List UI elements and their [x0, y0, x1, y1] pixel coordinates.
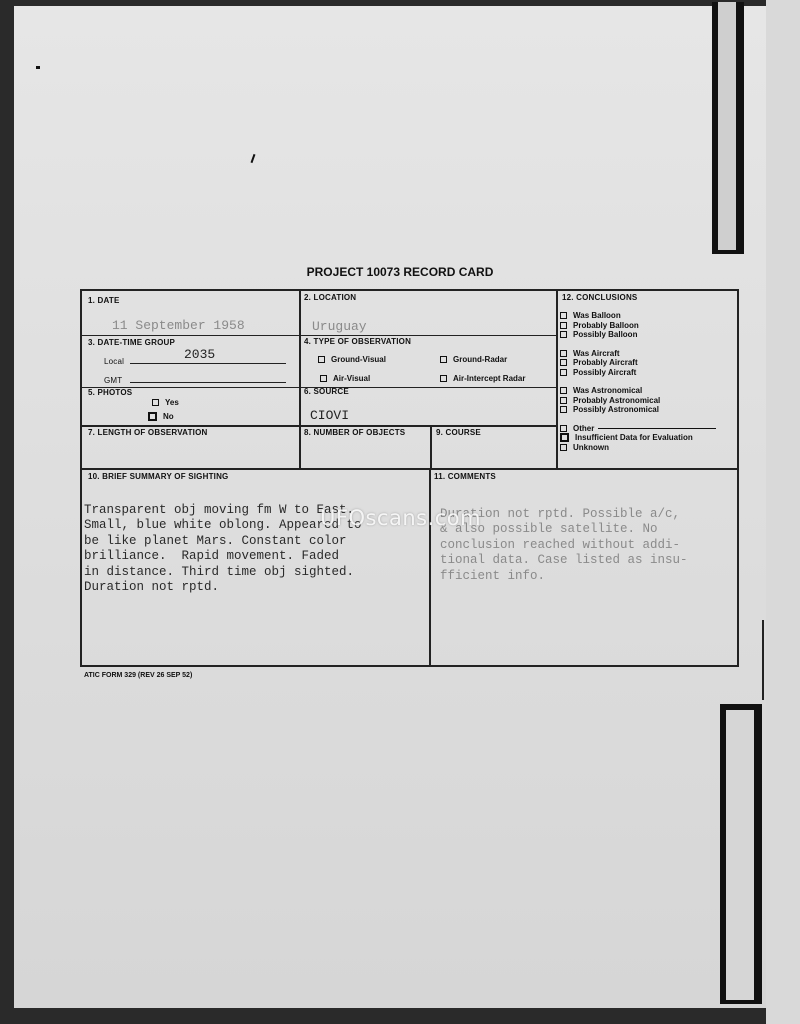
- photos-yes-label: Yes: [165, 398, 179, 407]
- conclusion-label: Possibly Aircraft: [573, 367, 637, 377]
- binder-tab-bottom: [720, 704, 762, 1004]
- divider: [82, 335, 556, 336]
- dtg-local-value: 2035: [184, 347, 216, 362]
- checkbox: [560, 425, 567, 432]
- spacer: [560, 340, 716, 349]
- course-label: 9. COURSE: [436, 428, 481, 437]
- comments-label: 11. COMMENTS: [434, 472, 496, 481]
- binder-tab-bottom-inner: [726, 710, 754, 1000]
- location-label: 2. LOCATION: [304, 293, 357, 302]
- comments-line: tional data. Case listed as insu-: [440, 553, 688, 567]
- checkbox: [560, 359, 567, 366]
- conclusion-other: [560, 424, 716, 434]
- spacer: [560, 415, 716, 424]
- conclusion-label: Possibly Astronomical: [573, 405, 659, 415]
- checkbox: [440, 356, 447, 363]
- photos-no-label: No: [163, 412, 174, 421]
- card-title: PROJECT 10073 RECORD CARD: [306, 265, 494, 279]
- scan-edge: [766, 0, 800, 1024]
- conclusions-list: [560, 311, 716, 452]
- conclusion-probably-aircraft: [560, 358, 716, 368]
- conclusion-label: Other: [573, 423, 595, 433]
- date-value: 11 September 1958: [112, 318, 245, 333]
- conclusion-probably-balloon: [560, 321, 716, 331]
- binder-tab-top: [712, 2, 744, 254]
- other-underline: [598, 428, 716, 429]
- photos-no: [148, 412, 174, 421]
- conclusion-was-balloon: [560, 311, 716, 321]
- conclusion-label: Probably Balloon: [573, 320, 639, 330]
- summary-line: in distance. Third time obj sighted.: [84, 564, 355, 579]
- checkbox: [560, 387, 567, 394]
- conclusion-label: Was Balloon: [573, 311, 621, 321]
- conclusion-unknown: [560, 443, 716, 453]
- checkbox: [560, 444, 567, 451]
- summary-line: brilliance. Rapid movement. Faded: [84, 549, 340, 563]
- checkbox-checked: [560, 433, 569, 442]
- conclusion-was-aircraft: [560, 349, 716, 359]
- divider: [556, 291, 558, 469]
- watermark: UFOscans.com: [320, 506, 482, 530]
- checkbox: [560, 322, 567, 329]
- scan-mark: [762, 620, 764, 700]
- conclusion-label: Probably Aircraft: [573, 358, 638, 368]
- number-label: 8. NUMBER OF OBJECTS: [304, 428, 406, 437]
- summary-line: be like planet Mars. Constant color: [84, 533, 347, 548]
- source-value: CIOVI: [310, 408, 350, 423]
- spacer: [560, 377, 716, 386]
- conclusion-was-astronomical: [560, 386, 716, 396]
- dtg-local-underline: [130, 363, 286, 364]
- comments-line: fficient info.: [440, 568, 546, 583]
- checkbox: [560, 397, 567, 404]
- type-option-label: Air-Visual: [333, 374, 371, 383]
- divider: [429, 469, 431, 667]
- checkbox-checked: [318, 356, 325, 363]
- type-option-air-intercept: [440, 374, 525, 383]
- summary-line: Small, blue white oblong. Appeared to: [84, 518, 362, 532]
- checkbox: [320, 375, 327, 382]
- conclusion-label: Was Aircraft: [573, 348, 620, 358]
- summary-label: 10. BRIEF SUMMARY OF SIGHTING: [88, 472, 229, 481]
- source-label: 6. SOURCE: [304, 387, 349, 396]
- form-number: ATIC FORM 329 (REV 26 SEP 52): [84, 672, 193, 679]
- type-option-ground-visual: [318, 355, 386, 364]
- divider: [82, 468, 739, 470]
- divider: [430, 425, 432, 469]
- date-label: 1. DATE: [88, 296, 120, 305]
- dtg-gmt-label: GMT: [104, 376, 123, 385]
- checkbox: [560, 312, 567, 319]
- binder-tab-top-inner: [718, 2, 736, 250]
- conclusion-label: Possibly Balloon: [573, 330, 638, 340]
- type-option-air-visual: [320, 374, 370, 383]
- checkbox: [560, 331, 567, 338]
- conclusion-possibly-aircraft: [560, 368, 716, 378]
- location-value: Uruguay: [312, 319, 367, 334]
- dust-speck: [36, 66, 40, 69]
- conclusion-possibly-astronomical: [560, 405, 716, 415]
- checkbox: [560, 406, 567, 413]
- length-label: 7. LENGTH OF OBSERVATION: [88, 428, 208, 437]
- photos-label: 5. PHOTOS: [88, 388, 133, 397]
- conclusion-insufficient-data: [560, 433, 716, 443]
- conclusion-label: Insufficient Data for Evaluation: [575, 433, 693, 443]
- checkbox: [560, 350, 567, 357]
- conclusion-possibly-balloon: [560, 330, 716, 340]
- dtg-local-label: Local: [104, 357, 125, 366]
- type-option-label: Air-Intercept Radar: [453, 374, 526, 383]
- checkbox-checked: [148, 412, 157, 421]
- comments-line: Duration not rptd. Possible a/c,: [440, 506, 681, 521]
- type-option-label: Ground-Visual: [331, 355, 386, 364]
- checkbox: [440, 375, 447, 382]
- divider: [299, 291, 301, 469]
- photos-yes: [152, 398, 179, 407]
- conclusion-label: Was Astronomical: [573, 386, 643, 396]
- summary-line: Transparent obj moving fm W to East.: [84, 502, 355, 517]
- conclusion-label: Probably Astronomical: [573, 395, 661, 405]
- checkbox: [152, 399, 159, 406]
- conclusion-probably-astronomical: [560, 396, 716, 406]
- comments-line: conclusion reached without addi-: [440, 537, 681, 552]
- type-label: 4. TYPE OF OBSERVATION: [304, 337, 412, 346]
- conclusion-label: Unknown: [573, 442, 609, 452]
- divider: [82, 425, 556, 427]
- checkbox: [560, 369, 567, 376]
- dtg-gmt-underline: [130, 382, 286, 383]
- comments-line: & also possible satellite. No: [440, 522, 658, 536]
- conclusions-label: 12. CONCLUSIONS: [562, 293, 638, 302]
- type-option-label: Ground-Radar: [453, 355, 508, 364]
- type-option-ground-radar: [440, 355, 507, 364]
- dtg-label: 3. DATE-TIME GROUP: [88, 338, 176, 347]
- summary-line: Duration not rptd.: [84, 580, 220, 594]
